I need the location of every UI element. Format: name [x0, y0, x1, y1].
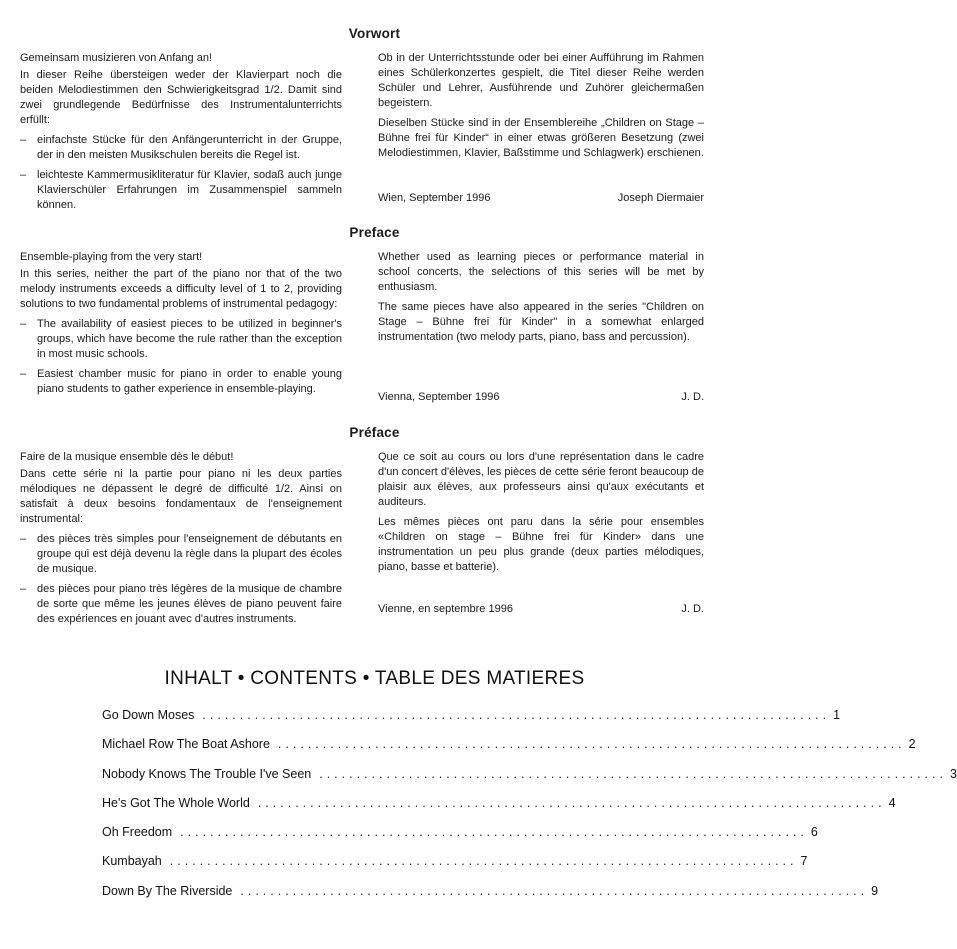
place-date: Vienna, September 1996 [378, 391, 500, 403]
toc-entry-title: Down By The Riverside [102, 883, 233, 898]
toc-leader-dots: .................................................................................... [240, 883, 869, 898]
toc-leader-dots: .................................................................................... [257, 795, 886, 810]
vorwort-left-column [20, 51, 342, 218]
toc-leader-dots: .................................................................................... [319, 766, 947, 781]
vorwort-bullet: – leichteste Kammermusikliteratur für Klavier, sodaß auch junge Klavierschüler Erfahrungen im Zusammenspiel sammeln können. [20, 168, 342, 213]
toc-page-number: 3 [949, 766, 957, 781]
preface-fr-bullet: – des pièces très simples pour l'enseignement de débutants en groupe qui est déjà devenu la règle dans la plupart des écoles de musique. [20, 532, 342, 577]
signature: Joseph Diermaier [617, 192, 704, 204]
vorwort-intro: Gemeinsam musizieren von Anfang an! [20, 52, 212, 64]
toc-leader-dots: .................................................................................... [180, 825, 808, 840]
toc-entry-title: Michael Row The Boat Ashore [102, 737, 270, 752]
preface-fr-left-column [20, 450, 342, 632]
vorwort-right-paragraph: Ob in der Unterrichtsstunde oder bei einer Aufführung im Rahmen eines Schülerkonzertes gespielt, die Titel dieser Reihe werden Schüler und Lehrer, Ausführende und Zuhörer gleichermaßen begeistern. [378, 52, 704, 109]
toc-entry[interactable] [102, 795, 896, 825]
toc-entry[interactable] [102, 737, 916, 766]
section-title-preface-fr: Préface [349, 425, 400, 440]
vorwort-bullet: – einfachste Stücke für den Anfängerunterricht in der Gruppe, der in den meisten Musikschulen bereits die Regel ist. [20, 133, 342, 163]
table-of-contents [102, 708, 957, 913]
toc-entry-title: Kumbayah [102, 854, 162, 869]
toc-entry[interactable] [102, 708, 841, 737]
preface-fr-bullet: – des pièces pour piano très légères de la musique de chambre de sorte que même les jeunes élèves de piano peuvent faire des expériences en jouant avec d'autres instruments. [20, 582, 342, 627]
preface-intro: Ensemble-playing from the very start! [20, 251, 203, 263]
preface-right-paragraph: The same pieces have also appeared in the series "Children on Stage – Bühne frei für Kinder" in a somewhat enlarged instrumentation (two melody parts, piano, bass and percussion). [378, 301, 704, 343]
preface-fr-right-paragraph: Que ce soit au cours ou lors d'une représentation dans le cadre d'un concert d'élèves, les pièces de cette série feront beaucoup de plaisir aux élèves, aux professeurs ainsi qu'aux exécutants et auditeurs. [378, 451, 704, 508]
preface-signature-line [378, 390, 704, 405]
preface-right-paragraph: Whether used as learning pieces or performance material in school concerts, the selections of this series will be met by enthusiasm. [378, 251, 704, 293]
toc-entry[interactable] [102, 766, 957, 796]
contents-title: INHALT • CONTENTS • TABLE DES MATIERES [164, 668, 585, 689]
toc-entry[interactable] [102, 854, 808, 883]
vorwort-bullet-list [20, 133, 342, 213]
toc-page-number: 7 [800, 854, 808, 869]
preface-bullet: – Easiest chamber music for piano in order to enable young piano students to gather experience in ensemble-playing. [20, 367, 342, 397]
toc-page-number: 2 [908, 737, 916, 752]
preface-fr-right-paragraph: Les mêmes pièces ont paru dans la série pour ensembles «Children on stage – Bühne frei für Kinder» dans une instrumentation un peu plus grande (deux parties mélodiques, piano, basse et batterie). [378, 516, 704, 573]
toc-entry-title: Go Down Moses [102, 708, 195, 722]
place-date: Wien, September 1996 [378, 192, 491, 204]
vorwort-right-column [378, 51, 704, 166]
preface-fr-bullet-list [20, 532, 342, 627]
toc-page-number: 6 [810, 825, 818, 840]
section-title-vorwort: Vorwort [348, 26, 401, 41]
toc-entry-title: Nobody Knows The Trouble I've Seen [102, 766, 312, 781]
preface-fr-intro: Faire de la musique ensemble dès le début! [20, 451, 234, 463]
toc-entry-title: Oh Freedom [102, 825, 173, 840]
toc-entry-title: He's Got The Whole World [102, 795, 250, 810]
preface-bullet-list [20, 317, 342, 397]
preface-bullet: – The availability of easiest pieces to be utilized in beginner's groups, which have become the rule rather than the exception in most music schools. [20, 317, 342, 362]
preface-right-column [378, 250, 704, 350]
preface-fr-signature-line [378, 602, 704, 617]
toc-page-number: 9 [871, 883, 879, 898]
place-date: Vienne, en septembre 1996 [378, 603, 513, 615]
toc-entry[interactable] [102, 825, 818, 854]
preface-fr-right-column [378, 450, 704, 580]
vorwort-right-paragraph: Dieselben Stücke sind in der Ensemblereihe „Children on Stage – Bühne frei für Kinder“ in einer etwas größeren Besetzung (zwei Melodiestimmen, Klavier, Baßstimme und Schlagwerk) erschienen. [378, 117, 704, 159]
vorwort-paragraph: In dieser Reihe übersteigen weder der Klavierpart noch die beiden Melodiestimmen den Schwierigkeitsgrad 1/2. Damit sind zwei grundlegende Bedürfnisse des Instrumentalunterrichts erfüllt: [20, 69, 342, 126]
preface-fr-paragraph: Dans cette série ni la partie pour piano ni les deux parties mélodiques ne dépassent le degré de difficulté 1/2. Ainsi on satisfait à deux besoins fondamentaux de l'enseignement instrumental: [20, 468, 342, 525]
vorwort-signature-line [378, 191, 704, 206]
toc-leader-dots: .................................................................................... [277, 737, 906, 752]
section-title-preface: Preface [349, 225, 400, 240]
toc-page-number: 1 [833, 708, 841, 722]
toc-leader-dots: .................................................................................... [202, 708, 831, 722]
toc-entry[interactable] [102, 883, 879, 913]
preface-left-column [20, 250, 342, 402]
signature: J. D. [681, 603, 704, 615]
preface-paragraph: In this series, neither the part of the piano nor that of the two melody instruments exceeds a difficulty level of 1 to 2, providing solutions to two fundamental problems of instrumental pedagogy: [20, 268, 342, 310]
toc-page-number: 4 [888, 795, 896, 810]
signature: J. D. [681, 391, 704, 403]
toc-leader-dots: .................................................................................... [169, 854, 798, 869]
